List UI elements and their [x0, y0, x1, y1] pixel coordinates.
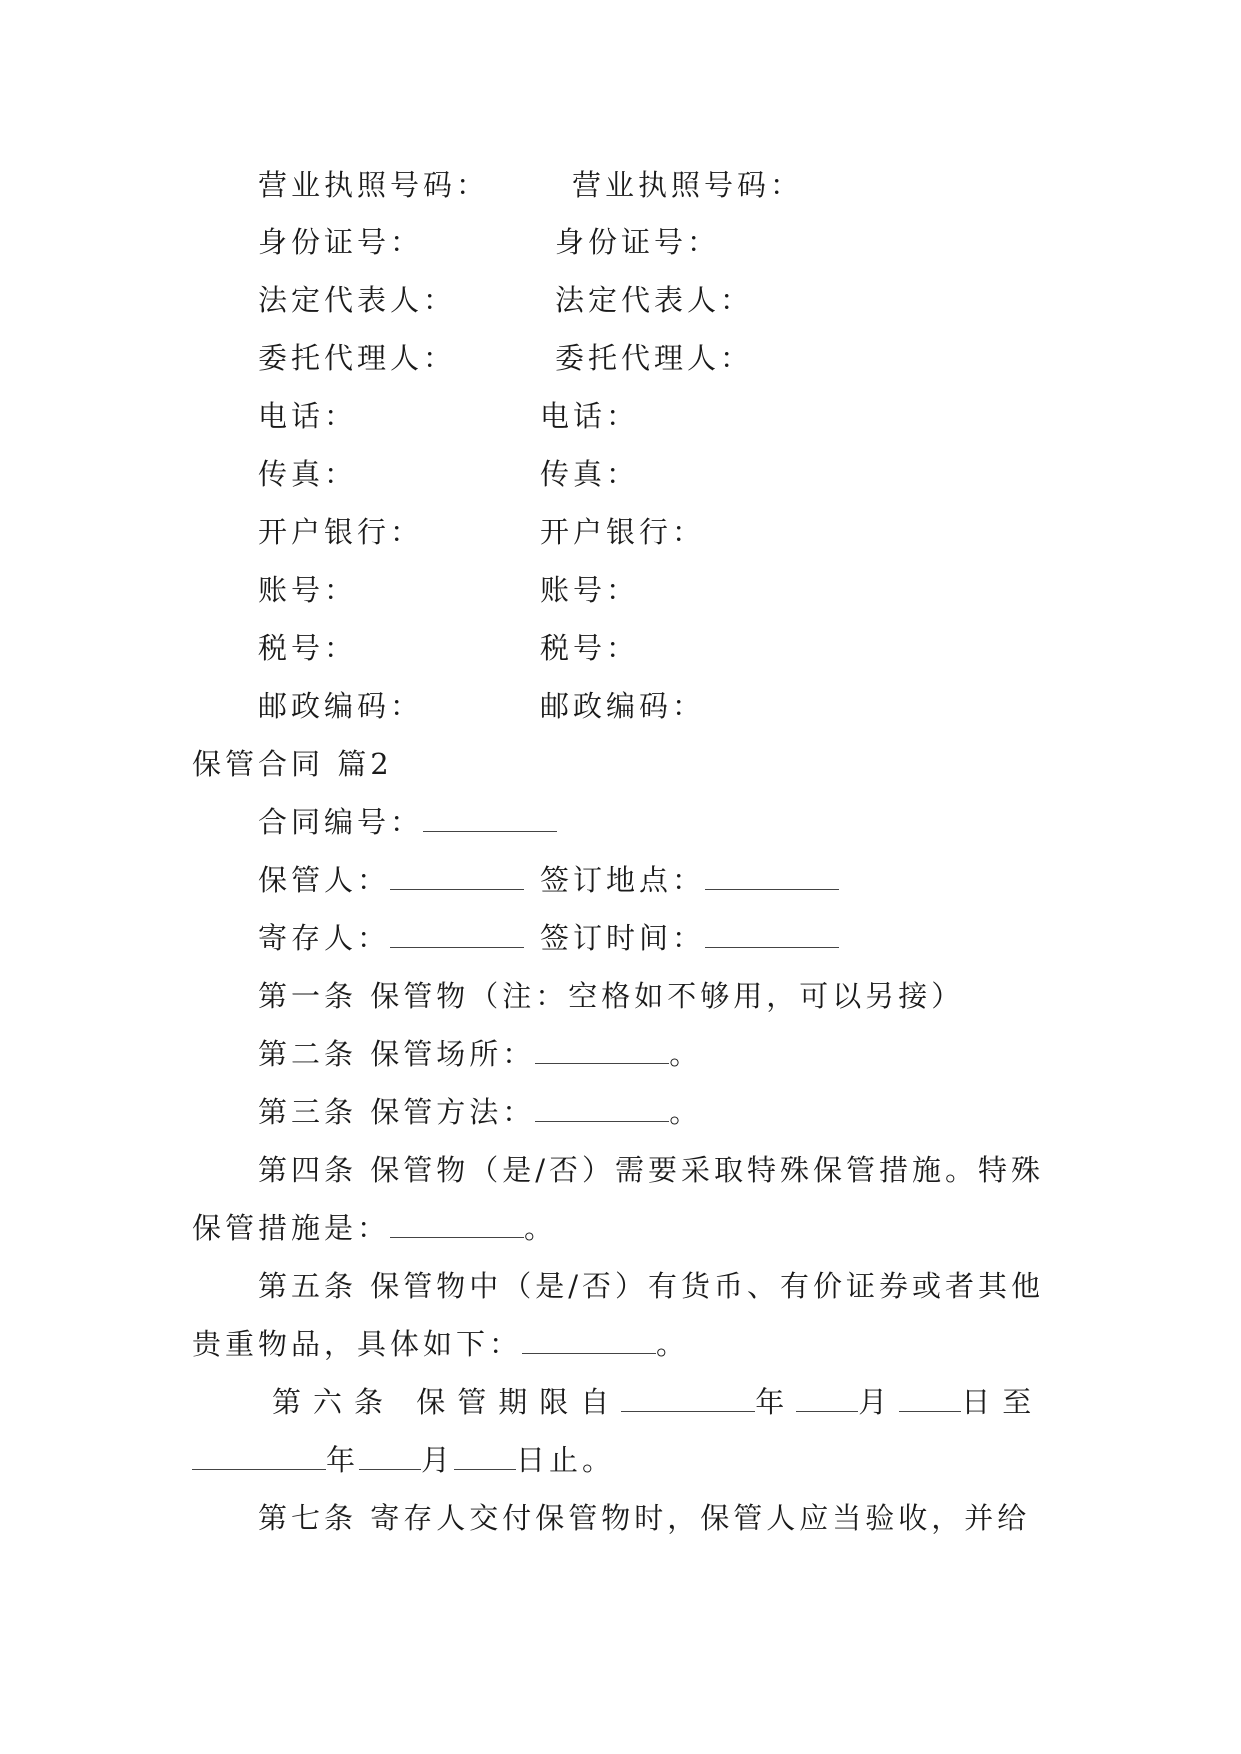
- account-label-a: 账号：: [258, 573, 358, 607]
- account-label-b: 账号：: [540, 573, 640, 607]
- article-6-end-day-blank: [454, 1441, 516, 1470]
- sign-place-blank: [705, 861, 839, 890]
- bank-label-a: 开户银行：: [258, 515, 424, 549]
- custodian-line: [258, 860, 524, 900]
- article-3-blank: [535, 1093, 669, 1122]
- business-license-label-a: 营业执照号码：: [258, 168, 490, 202]
- id-number-label-b: 身份证号：: [555, 225, 721, 259]
- depositor-blank: [390, 919, 524, 948]
- depositor-label: 寄存人：: [258, 921, 391, 955]
- article-6-line1: [272, 1382, 1043, 1422]
- postal-code-label-a: 邮政编码：: [258, 689, 424, 723]
- sign-time-blank: [705, 919, 839, 948]
- fax-label-a: 传真：: [258, 457, 358, 491]
- article-4-line2: [192, 1208, 557, 1248]
- article-6-end-year-blank: [192, 1441, 326, 1470]
- sign-time-line: [540, 918, 839, 958]
- sign-place-line: [540, 860, 839, 900]
- article-6-day-to: 日至: [961, 1385, 1044, 1419]
- id-number-label-a: 身份证号：: [258, 225, 424, 259]
- article-2-period: 。: [669, 1037, 703, 1071]
- article-4-line1: 第四条 保管物（是/否）需要采取特殊保管措施。特殊: [258, 1153, 1044, 1187]
- article-2: [258, 1034, 702, 1074]
- article-4-blank: [390, 1209, 524, 1238]
- tax-id-label-b: 税号：: [540, 631, 640, 665]
- article-3-text: 第三条 保管方法：: [258, 1095, 536, 1129]
- article-6-day-end: 日止。: [516, 1443, 616, 1477]
- business-license-label-b: 营业执照号码：: [572, 168, 804, 202]
- tax-id-label-a: 税号：: [258, 631, 358, 665]
- sign-time-label: 签订时间：: [540, 921, 706, 955]
- bank-label-b: 开户银行：: [540, 515, 706, 549]
- sign-place-label: 签订地点：: [540, 863, 706, 897]
- custodian-label: 保管人：: [258, 863, 391, 897]
- article-5-blank: [522, 1325, 656, 1354]
- article-4-text: 保管措施是：: [192, 1211, 391, 1245]
- legal-rep-label-b: 法定代表人：: [555, 283, 754, 317]
- article-6-end-month-blank: [359, 1441, 421, 1470]
- article-6-year-blank: [621, 1383, 755, 1412]
- phone-label-a: 电话：: [258, 399, 358, 433]
- article-3: [258, 1092, 702, 1132]
- contract-no-blank: [423, 803, 557, 832]
- article-5-period: 。: [656, 1327, 690, 1361]
- contract-no-label: 合同编号：: [258, 805, 424, 839]
- agent-label-a: 委托代理人：: [258, 341, 457, 375]
- phone-label-b: 电话：: [540, 399, 640, 433]
- legal-rep-label-a: 法定代表人：: [258, 283, 457, 317]
- fax-label-b: 传真：: [540, 457, 640, 491]
- article-6-day-blank: [899, 1383, 961, 1412]
- article-6-month-blank: [796, 1383, 858, 1412]
- agent-label-b: 委托代理人：: [555, 341, 754, 375]
- article-7: 第七条 寄存人交付保管物时，保管人应当验收，并给: [258, 1501, 1031, 1535]
- article-6-text: 第六条 保管期限自: [272, 1385, 622, 1419]
- article-2-text: 第二条 保管场所：: [258, 1037, 536, 1071]
- article-4-period: 。: [524, 1211, 558, 1245]
- article-2-blank: [535, 1035, 669, 1064]
- article-5-line2: [192, 1324, 689, 1364]
- article-6-end-month: 月: [421, 1443, 455, 1477]
- article-3-period: 。: [669, 1095, 703, 1129]
- article-5-text: 贵重物品，具体如下：: [192, 1327, 523, 1361]
- article-5-line1: 第五条 保管物中（是/否）有货币、有价证券或者其他: [258, 1269, 1044, 1303]
- depositor-line: [258, 918, 524, 958]
- article-6-year: 年: [755, 1385, 797, 1419]
- article-6-line2: [192, 1440, 615, 1480]
- article-6-month: 月: [858, 1385, 900, 1419]
- article-6-end-year: 年: [326, 1443, 360, 1477]
- postal-code-label-b: 邮政编码：: [540, 689, 706, 723]
- custodian-blank: [390, 861, 524, 890]
- article-1: 第一条 保管物（注：空格如不够用，可以另接）: [258, 979, 965, 1013]
- section-title: 保管合同 篇2: [192, 747, 393, 781]
- contract-no-line: [258, 802, 557, 842]
